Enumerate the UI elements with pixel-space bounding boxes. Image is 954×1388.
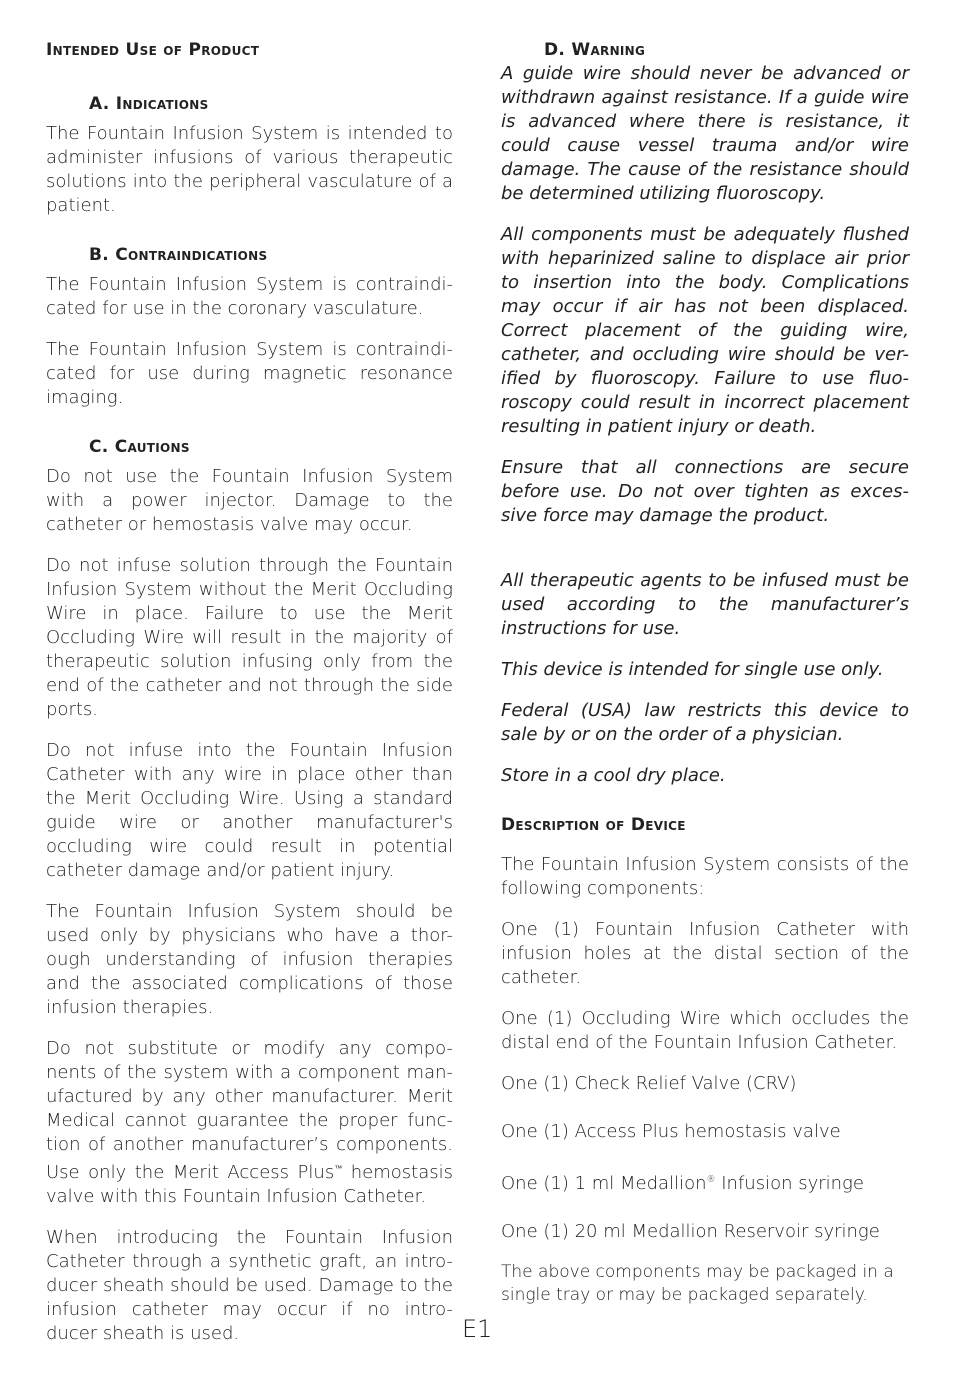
warning-text-7: Store in a cool dry place. <box>501 765 726 786</box>
warning-text-3: Ensure that all connections are secure before use. Do not over tighten as exces- sive force may damage the product. <box>501 457 909 526</box>
description-text-2: One (1) Fountain Infusion Catheter with infusion holes at the distal section of the catheter. <box>501 919 909 988</box>
cautions-text-5b: hemostasis valve with this Fountain Infusion Catheter. <box>46 1162 453 1207</box>
trademark-symbol: ™ <box>334 1164 343 1173</box>
description-text-1: The Fountain Infusion System consists of the following components: <box>501 854 909 899</box>
cautions-text-6: When introducing the Fountain Infusion Catheter through a synthetic graft, an intro- ducer sheath should be used. Damage to the infusion catheter may occur if no intro- ducer sheath is used. <box>46 1227 453 1344</box>
cautions-text-4: The Fountain Infusion System should be used only by physicians who have a thor- ough understanding of infusion therapies and the associated complications of those infusion therapies. <box>46 901 453 1018</box>
indications-text: The Fountain Infusion System is intended to administer infusions of various therapeutic solutions into the peripheral vasculature of a patient. <box>46 123 453 216</box>
contraindications-text-1: The Fountain Infusion System is contraindi- cated for use in the coronary vasculature. <box>46 274 453 319</box>
description-text-3: One (1) Occluding Wire which occludes the distal end of the Fountain Infusion Catheter. <box>501 1008 909 1053</box>
warning-text-5: This device is intended for single use only. <box>501 659 884 680</box>
description-heading: Description of Device <box>501 815 686 835</box>
cautions-text-5a: Do not substitute or modify any compo- nents of the system with a component man- ufactured by any other manufacturer. Merit Medical cannot guarantee the proper func- tion of another manufacturer’s components. Use only the Merit Access Plus <box>46 1038 453 1183</box>
page-number: E1 <box>462 1315 493 1343</box>
registered-symbol: ® <box>706 1175 716 1185</box>
description-text-8: The above components may be packaged in a single tray or may be packaged separately. <box>501 1262 894 1305</box>
cautions-text-2: Do not infuse solution through the Fountain Infusion System without the Merit Occluding Wire in place. Failure to use the Merit Occluding Wire will result in the majority of therapeutic solution infusing only from the end of the catheter and not through the side ports. <box>46 555 453 720</box>
cautions-text-1: Do not use the Fountain Infusion System with a power injector. Damage to the catheter or hemostasis valve may occur. <box>46 466 453 535</box>
warning-text-6: Federal (USA) law restricts this device to sale by or on the order of a physician. <box>501 700 909 745</box>
indications-heading: A. Indications <box>89 94 209 114</box>
description-text-5: One (1) Access Plus hemostasis valve <box>501 1121 841 1142</box>
contraindications-text-2: The Fountain Infusion System is contraindi- cated for use during magnetic resonance imaging. <box>46 339 453 408</box>
description-text-6a: One (1) 1 ml Medallion <box>501 1173 707 1194</box>
warning-text-1: A guide wire should never be advanced or withdrawn against resistance. If a guide wire is advanced where there is resistance, it could cause vessel trauma and/or wire damage. The cause of the resistance should be determined utilizing fluoroscopy. <box>501 63 909 204</box>
cautions-heading: C. Cautions <box>89 437 190 457</box>
description-text-6b: Infusion syringe <box>715 1173 864 1194</box>
warning-heading: D. Warning <box>544 40 646 60</box>
warning-text-4: All therapeutic agents to be infused must be used according to the manufacturer’s instructions for use. <box>501 570 909 639</box>
description-text-6 <box>501 1168 909 1196</box>
left-column <box>46 38 453 1363</box>
description-text-7: One (1) 20 ml Medallion Reservoir syringe <box>501 1221 880 1242</box>
description-text-4: One (1) Check Relief Valve (CRV) <box>501 1073 797 1094</box>
cautions-text-3: Do not infuse into the Fountain Infusion Catheter with any wire in place other than the Merit Occluding Wire. Using a standard guide wire or another manufacturer's occluding wire could result in potential catheter damage and/or patient injury. <box>46 740 453 881</box>
cautions-text-5 <box>46 1037 453 1209</box>
contraindications-heading: B. Contraindications <box>89 245 268 265</box>
intended-use-heading: Intended Use of Product <box>46 40 260 60</box>
right-column <box>501 38 909 1324</box>
warning-text-2: All components must be adequately flushed with heparinized saline to displace air prior to insertion into the body. Complications may occur if air has not been displaced. Correct placement of the guiding wire, catheter, and occluding wire should be ver- ified by fluoroscopy. Failure to use fluo- roscopy could result in incorrect placement resulting in patient injury or death. <box>501 224 909 437</box>
